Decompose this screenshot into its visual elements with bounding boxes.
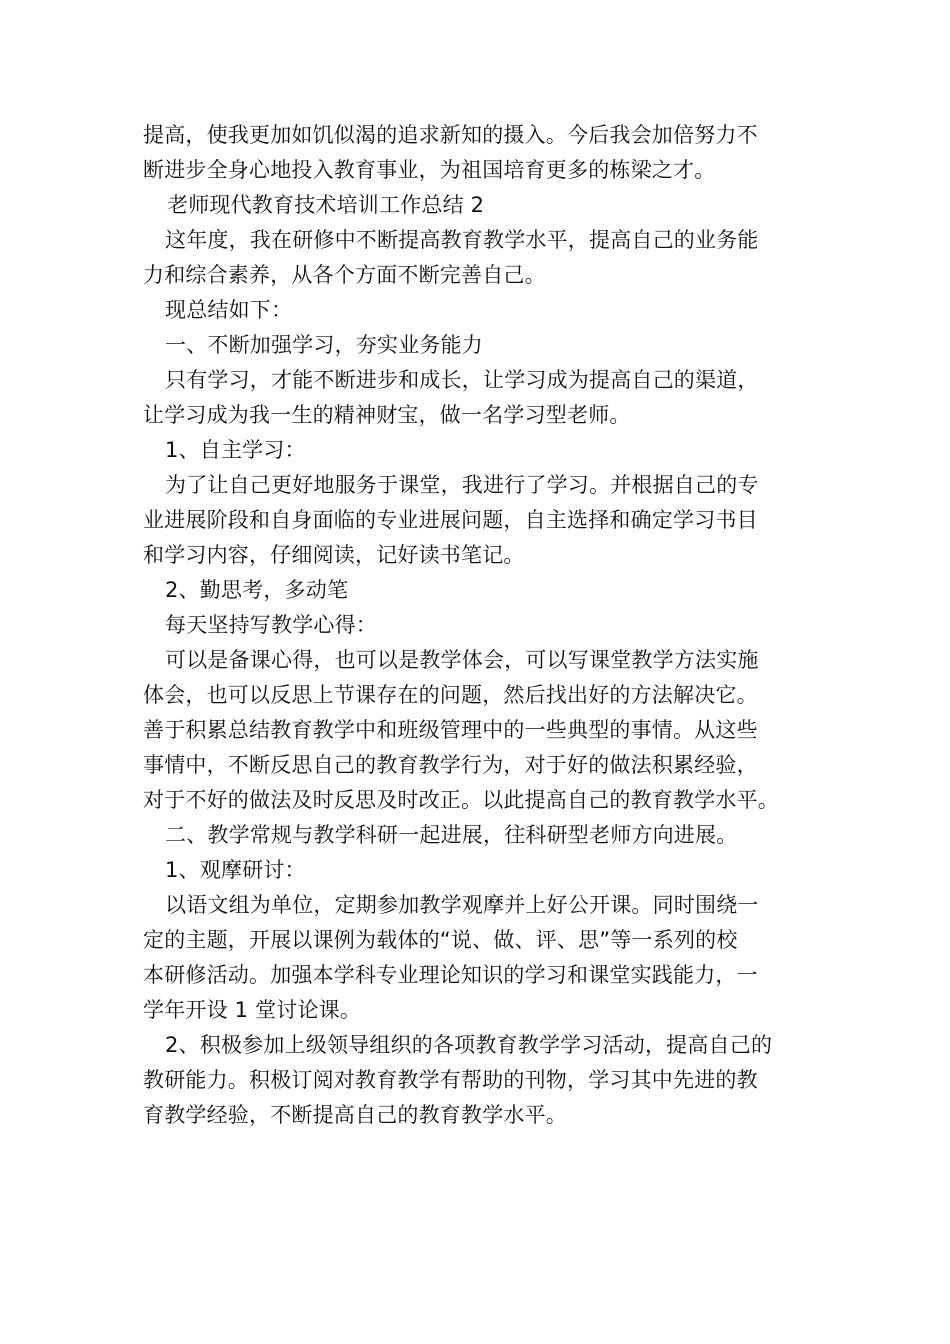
text-line: 提高，使我更加如饥似渴的追求新知的摄入。今后我会加倍努力不 bbox=[143, 123, 758, 147]
text-line: 为了让自己更好地服务于课堂，我进行了学习。并根据自己的专 bbox=[165, 473, 759, 497]
text-line: 善于积累总结教育教学中和班级管理中的一些典型的事情。从这些 bbox=[143, 718, 758, 742]
text-line: 每天坚持写教学心得： bbox=[165, 613, 377, 637]
text-line: 学年开设 1 堂讨论课。 bbox=[143, 998, 362, 1022]
text-line: 2、积极参加上级领导组织的各项教育教学学习活动，提高自己的 bbox=[165, 1033, 773, 1057]
text-line: 业进展阶段和自身面临的专业进展问题，自主选择和确定学习书目 bbox=[143, 508, 758, 532]
text-line: 让学习成为我一生的精神财宝，做一名学习型老师。 bbox=[143, 403, 631, 427]
text-line: 断进步全身心地投入教育事业，为祖国培育更多的栋梁之才。 bbox=[143, 158, 716, 182]
section-heading: 老师现代教育技术培训工作总结 2 bbox=[167, 193, 485, 217]
text-line: 现总结如下： bbox=[165, 298, 293, 322]
text-line: 教研能力。积极订阅对教育教学有帮助的刊物，学习其中先进的教 bbox=[143, 1068, 758, 1092]
text-line: 只有学习，才能不断进步和成长，让学习成为提高自己的渠道， bbox=[165, 368, 759, 392]
section-heading: 一、不断加强学习，夯实业务能力 bbox=[165, 333, 483, 357]
document-body bbox=[143, 118, 808, 1133]
text-line: 体会，也可以反思上节课存在的问题，然后找出好的方法解决它。 bbox=[143, 683, 758, 707]
subsection-heading: 1、观摩研讨： bbox=[165, 858, 306, 882]
section-heading: 二、教学常规与教学科研一起进展，往科研型老师方向进展。 bbox=[165, 823, 738, 847]
text-line: 事情中，不断反思自己的教育教学行为，对于好的做法积累经验， bbox=[143, 753, 758, 777]
text-line: 这年度，我在研修中不断提高教育教学水平，提高自己的业务能 bbox=[165, 228, 759, 252]
text-line: 对于不好的做法及时反思及时改正。以此提高自己的教育教学水平。 bbox=[143, 788, 779, 812]
subsection-heading: 2、勤思考，多动笔 bbox=[165, 578, 349, 602]
text-line: 可以是备课心得，也可以是教学体会，可以写课堂教学方法实施 bbox=[165, 648, 759, 672]
text-line: 以语文组为单位，定期参加教学观摩并上好公开课。同时围绕一 bbox=[165, 893, 759, 917]
text-line: 本研修活动。加强本学科专业理论知识的学习和课堂实践能力，一 bbox=[143, 963, 758, 987]
text-line: 育教学经验，不断提高自己的教育教学水平。 bbox=[143, 1103, 567, 1127]
text-line: 和学习内容，仔细阅读，记好读书笔记。 bbox=[143, 543, 525, 567]
text-line: 定的主题，开展以课例为载体的“说、做、评、思”等一系列的校 bbox=[143, 928, 738, 952]
text-line: 力和综合素养，从各个方面不断完善自己。 bbox=[143, 263, 546, 287]
subsection-heading: 1、自主学习： bbox=[165, 438, 306, 462]
